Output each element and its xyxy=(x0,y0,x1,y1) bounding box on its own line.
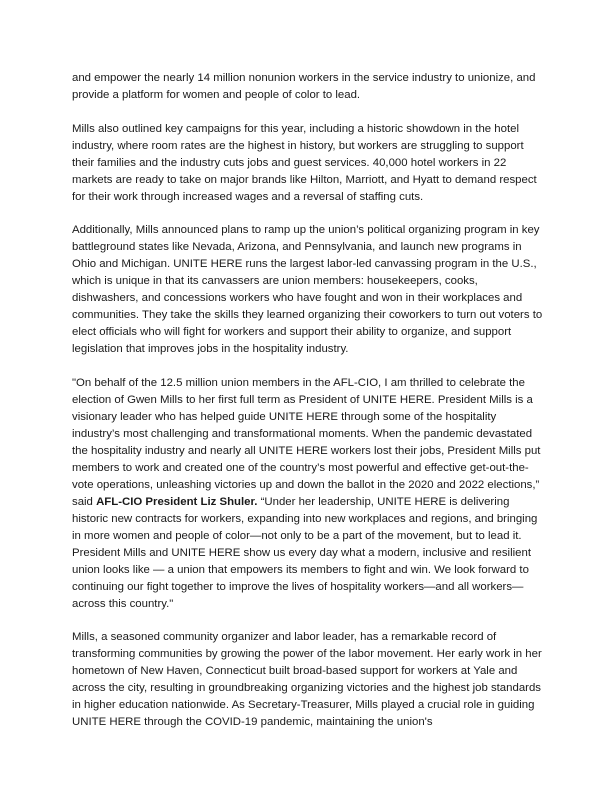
paragraph-aflcio-quote xyxy=(72,375,544,613)
paragraph-political-organizing: Additionally, Mills announced plans to ramp up the union’s political organizing program in key battleground states like Nevada, Arizona, and Pennsylvania, and launch new programs in Ohio and Michigan. UNITE HERE runs the largest labor-led canvassing program in the U.S., which is unique in that its canvassers are union members: housekeepers, cooks, dishwashers, and concessions workers who have fought and won in their workplaces and communities. They take the skills they learned organizing their coworkers to turn out voters to elect officials who will fight for workers and support their ability to organize, and support legislation that improves jobs in the hospitality industry. xyxy=(72,224,543,355)
quote-start-text: "On behalf of the 12.5 million union members in the AFL-CIO, I am thrilled to celebrate the election of Gwen Mills to her first full term as President of UNITE HERE. President Mills is a visionary leader who has helped guide UNITE HERE through some of the hospitality industry’s most challenging and transformational moments. When the pandemic devastated the hospitality industry and nearly all UNITE HERE workers lost their jobs, President Mills put members to work and created one of the country’s most powerful and effective get-out-the-vote operations, unleashing victories up and down the ballot in the 2020 and 2022 elections,” said xyxy=(72,376,541,508)
quote-end-text: “Under her leadership, UNITE HERE is delivering historic new contracts for workers, expanding into new workplaces and regions, and bringing in more women and people of color—not only to be a part of the movement, but to lead it. President Mills and UNITE HERE show us every day what a modern, inclusive and resilient union looks like — a union that empowers its members to fight and win. We look forward to continuing our fight together to improve the lives of hospitality workers—and all workers—across this country." xyxy=(72,495,538,610)
paragraph-mills-background: Mills, a seasoned community organizer and labor leader, has a remarkable record of transforming communities by growing the power of the labor movement. Her early work in her hometown of New Haven, Connecticut built broad-based support for workers at Yale and across the city, resulting in groundbreaking organizing victories and the highest job standards in higher education nationwide. As Secretary-Treasurer, Mills played a crucial role in guiding UNITE HERE through the COVID-19 pandemic, maintaining the union's xyxy=(72,631,542,728)
document-body xyxy=(72,70,544,748)
paragraph-empower-workers: and empower the nearly 14 million nonunion workers in the service industry to unionize, and provide a platform for women and people of color to lead. xyxy=(72,72,536,101)
quote-speaker: AFL-CIO President Liz Shuler. xyxy=(96,495,258,508)
paragraph-key-campaigns: Mills also outlined key campaigns for this year, including a historic showdown in the hotel industry, where room rates are the highest in history, but workers are struggling to support their families and the industry cuts jobs and guest services. 40,000 hotel workers in 22 markets are ready to take on major brands like Hilton, Marriott, and Hyatt to demand respect for their work through increased wages and a reversal of staffing cuts. xyxy=(72,122,537,203)
